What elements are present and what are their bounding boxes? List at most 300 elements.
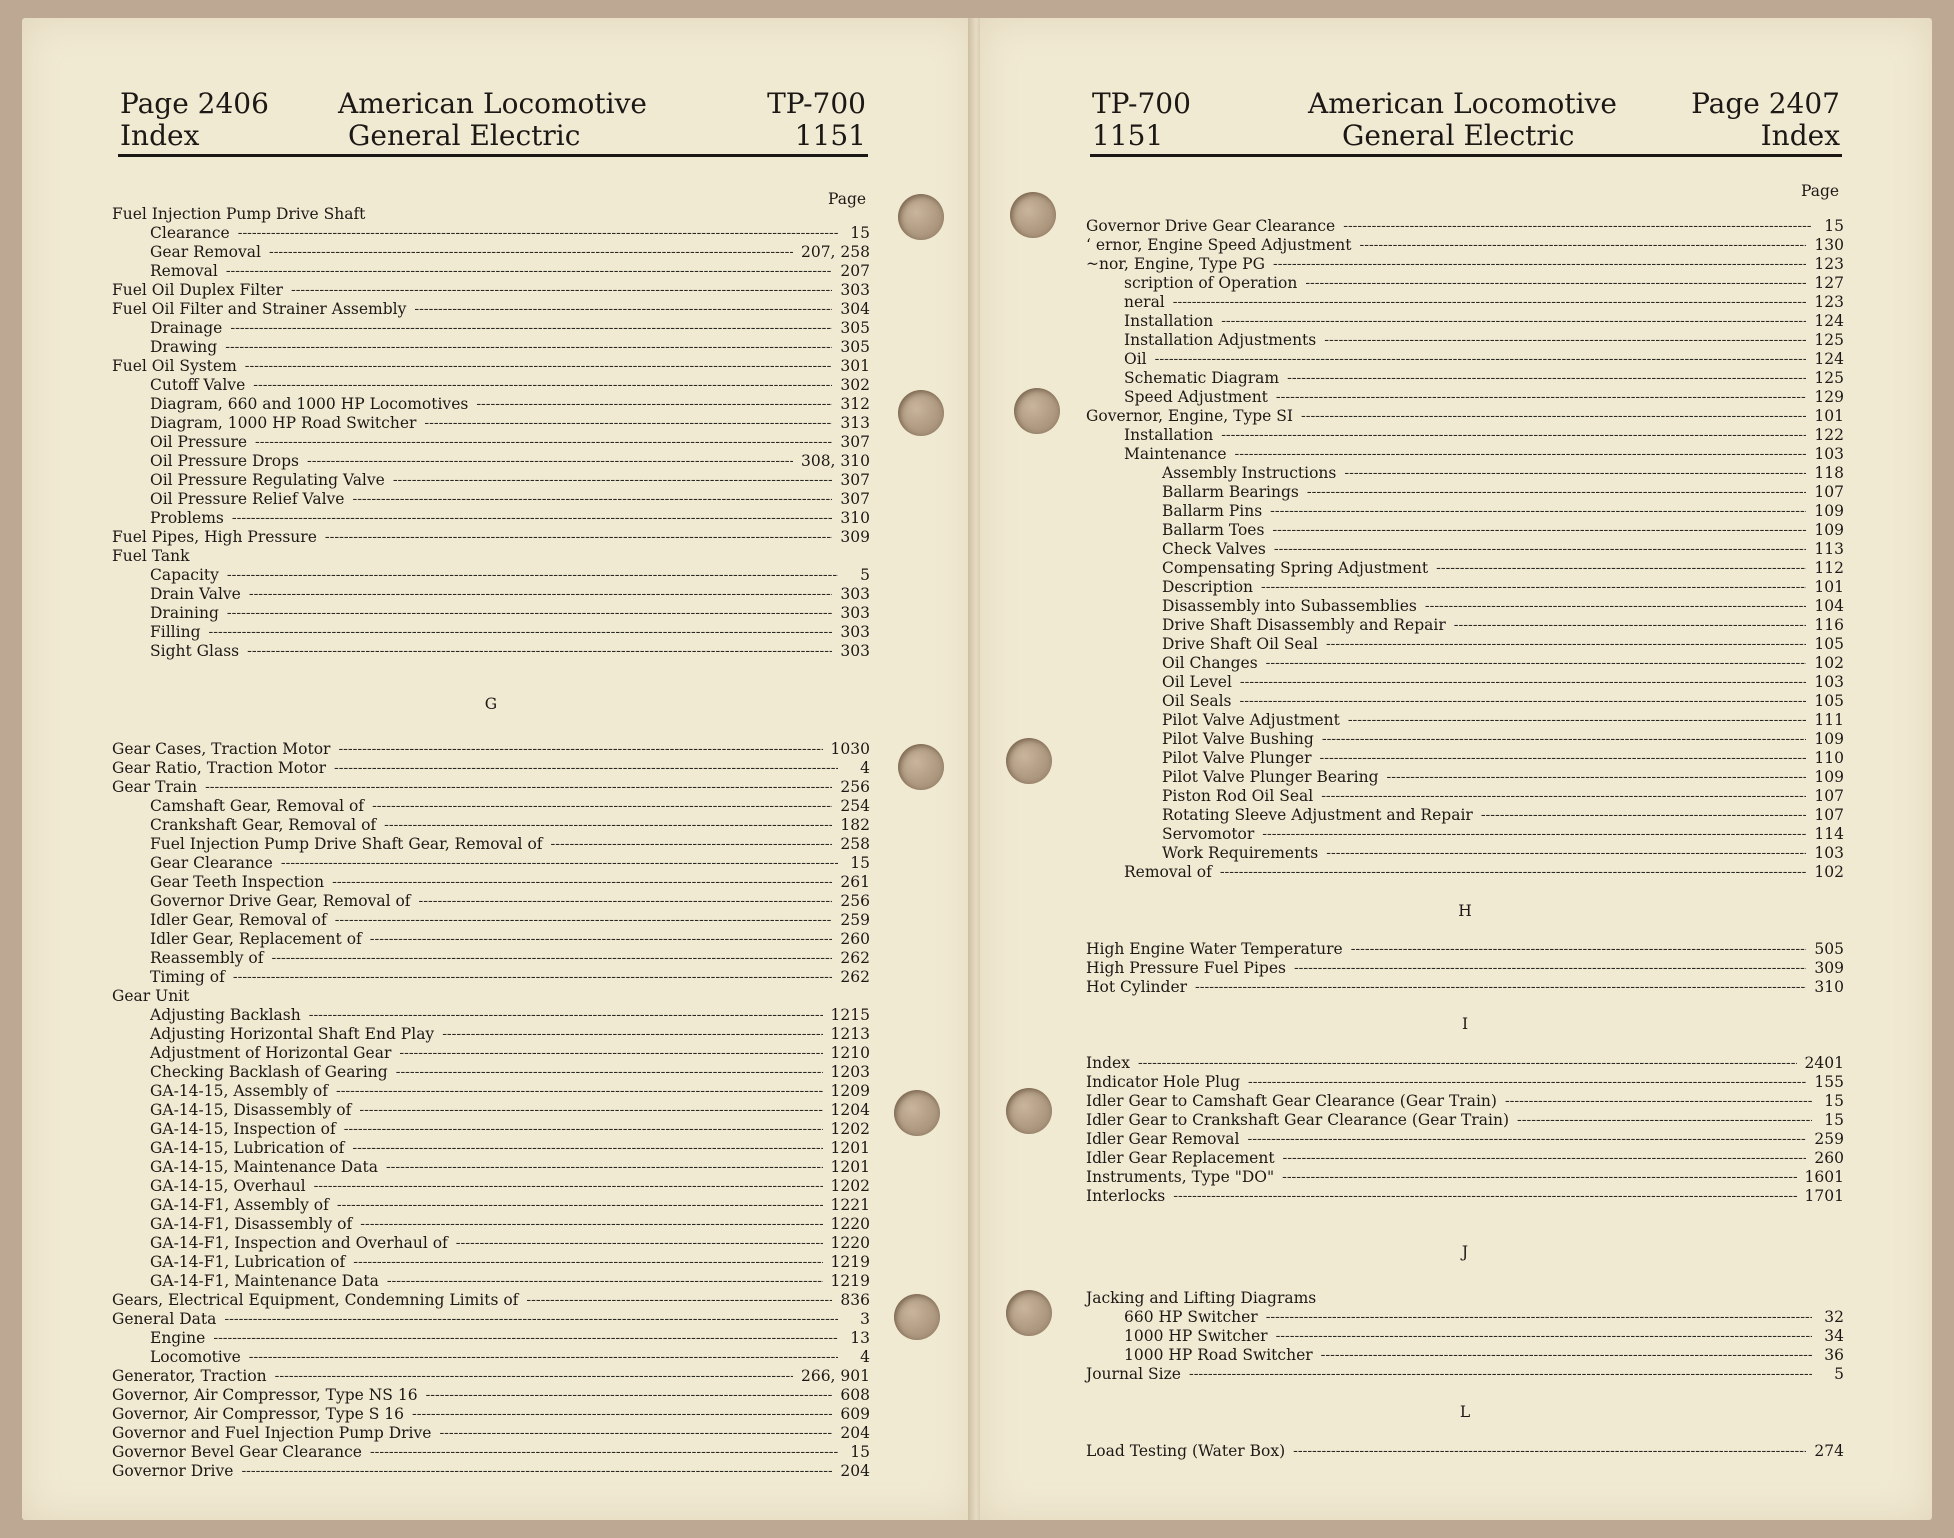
- index-entry-page: 303: [840, 641, 870, 660]
- index-entry-page: 301: [840, 356, 870, 375]
- dot-leader: [1307, 484, 1807, 500]
- index-entry-title: Gear Removal: [150, 242, 261, 261]
- page-column-label: Page: [828, 190, 867, 208]
- index-entry-title: Oil Pressure Regulating Valve: [150, 470, 385, 489]
- index-entry-title: ~nor, Engine, Type PG: [1086, 254, 1265, 273]
- index-entry-title: Gear Cases, Traction Motor: [112, 739, 331, 758]
- index-entry: [112, 777, 870, 796]
- index-entry-page: 107: [1814, 805, 1844, 824]
- index-entry-page: 310: [1814, 977, 1844, 996]
- dot-leader: [1173, 294, 1807, 310]
- index-entry: [1086, 1148, 1844, 1167]
- index-entry-page: 204: [840, 1461, 870, 1480]
- index-entry-page: 4: [860, 1347, 870, 1366]
- index-entry: [112, 872, 870, 891]
- index-entry: [112, 261, 870, 280]
- index-entry-page: 123: [1814, 292, 1844, 311]
- index-entry: [1086, 1091, 1844, 1110]
- dot-leader: [249, 586, 833, 602]
- dot-leader: [1195, 979, 1806, 995]
- index-entry-page: 113: [1814, 539, 1844, 558]
- dot-leader: [224, 1311, 838, 1327]
- index-entry-page: 103: [1814, 444, 1844, 463]
- index-entry: [112, 584, 870, 603]
- index-entry-title: Load Testing (Water Box): [1086, 1441, 1286, 1460]
- index-entry-title: Ballarm Toes: [1162, 520, 1265, 539]
- index-entry-page: 122: [1814, 425, 1844, 444]
- index-entry-title: Interlocks: [1086, 1186, 1166, 1205]
- index-entry-title: Drainage: [150, 318, 223, 337]
- dot-leader: [1221, 427, 1806, 443]
- dot-leader: [272, 950, 833, 966]
- binder-hole: [1014, 388, 1060, 434]
- dot-leader: [551, 836, 833, 852]
- index-entry-title: Assembly Instructions: [1162, 463, 1337, 482]
- index-entry-page: 1221: [830, 1195, 870, 1214]
- index-entry-title: Oil Pressure Relief Valve: [150, 489, 345, 508]
- dot-leader: [332, 874, 832, 890]
- section-letter: L: [1459, 1403, 1471, 1421]
- index-entry-title: Installation: [1124, 311, 1214, 330]
- index-entry: [1086, 729, 1844, 748]
- index-entry-title: Reassembly of: [150, 948, 264, 967]
- index-entry-page: 256: [840, 891, 870, 910]
- dot-leader: [1481, 807, 1807, 823]
- dot-leader: [1320, 750, 1807, 766]
- dot-leader: [1189, 1366, 1812, 1382]
- index-entry-page: 1215: [830, 1005, 870, 1024]
- section-letter: I: [1461, 1015, 1469, 1033]
- index-entry-page: 182: [840, 815, 870, 834]
- index-entry: [112, 834, 870, 853]
- dot-leader: [309, 1007, 823, 1023]
- index-entry-title: Speed Adjustment: [1124, 387, 1268, 406]
- index-entry-page: 260: [1814, 1148, 1844, 1167]
- index-entry-page: 124: [1814, 311, 1844, 330]
- dot-leader: [1262, 826, 1806, 842]
- index-entry-title: Engine: [150, 1328, 206, 1347]
- index-entry: [112, 508, 870, 527]
- index-entry-page: 302: [840, 375, 870, 394]
- dot-leader: [526, 1292, 832, 1308]
- index-entry: [1086, 1053, 1844, 1072]
- index-entry: [112, 565, 870, 584]
- section-letter: J: [1461, 1243, 1469, 1261]
- dot-leader: [370, 931, 833, 947]
- binder-hole: [1010, 192, 1056, 238]
- index-entry-page: 123: [1814, 254, 1844, 273]
- index-entry-page: 303: [840, 584, 870, 603]
- index-entry-title: Oil Changes: [1162, 653, 1258, 672]
- index-entry-page: 15: [850, 223, 870, 242]
- dot-leader: [1351, 941, 1807, 957]
- section-name: Index: [1760, 119, 1840, 152]
- index-entry-title: Check Valves: [1162, 539, 1266, 558]
- binder-hole: [894, 1294, 940, 1340]
- dot-leader: [419, 893, 833, 909]
- company-name: American Locomotive: [1308, 87, 1617, 120]
- index-entry: [112, 929, 870, 948]
- index-entry-title: 660 HP Switcher: [1124, 1307, 1258, 1326]
- index-entry-title: Servomotor: [1162, 824, 1255, 843]
- index-entry-title: Governor, Engine, Type SI: [1086, 406, 1293, 425]
- dot-leader: [1276, 1328, 1812, 1344]
- index-entry-title: Removal: [150, 261, 218, 280]
- index-entry-title: Removal of: [1124, 862, 1212, 881]
- index-entry: [1086, 273, 1844, 292]
- index-entry-page: 1701: [1804, 1186, 1844, 1205]
- company-name: American Locomotive: [338, 87, 647, 120]
- index-entry-title: Maintenance: [1124, 444, 1227, 463]
- index-entry-title: Camshaft Gear, Removal of: [150, 796, 365, 815]
- index-entry-title: Oil Pressure: [150, 432, 248, 451]
- index-entry-title: Index: [1086, 1053, 1130, 1072]
- dot-leader: [1173, 1188, 1796, 1204]
- index-entry: [112, 356, 870, 375]
- index-entry: [1086, 292, 1844, 311]
- doc-number: TP-700: [1092, 87, 1191, 120]
- dot-leader: [314, 1178, 823, 1194]
- index-entry: [1086, 748, 1844, 767]
- index-entry-title: Gear Teeth Inspection: [150, 872, 325, 891]
- dot-leader: [1348, 712, 1807, 728]
- index-entry-title: Capacity: [150, 565, 219, 584]
- dot-leader: [414, 301, 832, 317]
- dot-leader: [338, 741, 822, 757]
- index-entry-title: Adjusting Backlash: [150, 1005, 301, 1024]
- index-entry: [112, 1062, 870, 1081]
- index-entry-page: 109: [1814, 767, 1844, 786]
- index-entry-title: Governor Drive Gear, Removal of: [150, 891, 411, 910]
- dot-leader: [387, 1273, 823, 1289]
- dot-leader: [476, 396, 832, 412]
- index-entry-title: Indicator Hole Plug: [1086, 1072, 1241, 1091]
- index-entry: [1086, 406, 1844, 425]
- dot-leader: [1425, 598, 1807, 614]
- index-entry: [1086, 1129, 1844, 1148]
- index-entry: [112, 1043, 870, 1062]
- index-entry-page: 1201: [830, 1157, 870, 1176]
- index-entry: [1086, 216, 1844, 235]
- index-entry: [112, 1442, 870, 1461]
- index-entry-title: Adjusting Horizontal Shaft End Play: [150, 1024, 435, 1043]
- index-entry-title: Generator, Traction: [112, 1366, 267, 1385]
- index-entry-title: GA-14-15, Inspection of: [150, 1119, 336, 1138]
- dot-leader: [1517, 1112, 1812, 1128]
- index-entry-title: Governor, Air Compressor, Type S 16: [112, 1404, 404, 1423]
- index-entry-title: Gear Unit: [112, 986, 190, 1005]
- index-entry-page: 307: [840, 470, 870, 489]
- index-entry-page: 609: [840, 1404, 870, 1423]
- index-entry-page: 127: [1814, 273, 1844, 292]
- index-entry: [1086, 311, 1844, 330]
- index-entry-page: 305: [840, 318, 870, 337]
- dot-leader: [439, 1425, 832, 1441]
- dot-leader: [1240, 674, 1807, 690]
- index-entry: [1086, 1441, 1844, 1460]
- index-entry-title: Work Requirements: [1162, 843, 1319, 862]
- index-entry: [112, 280, 870, 299]
- index-entry: [112, 603, 870, 622]
- left-index-list: [112, 0, 870, 1538]
- index-entry-title: Governor Drive: [112, 1461, 234, 1480]
- dot-leader: [353, 1254, 822, 1270]
- dot-leader: [232, 510, 833, 526]
- index-entry-page: 125: [1814, 368, 1844, 387]
- index-entry-page: 105: [1814, 634, 1844, 653]
- index-entry: [112, 318, 870, 337]
- index-entry-page: 103: [1814, 672, 1844, 691]
- index-entry-title: Gear Clearance: [150, 853, 273, 872]
- index-entry-title: Clearance: [150, 223, 230, 242]
- index-entry-page: 260: [840, 929, 870, 948]
- index-entry: [112, 1195, 870, 1214]
- index-entry: [1086, 577, 1844, 596]
- index-entry: [112, 796, 870, 815]
- index-entry-page: 15: [1824, 216, 1844, 235]
- index-entry: [112, 489, 870, 508]
- section-letter: G: [484, 695, 498, 713]
- index-entry-title: Sight Glass: [150, 641, 240, 660]
- dot-leader: [1221, 313, 1806, 329]
- dot-leader: [1343, 218, 1812, 234]
- dot-leader: [1454, 617, 1807, 633]
- binder-hole: [898, 744, 944, 790]
- dot-leader: [386, 1159, 823, 1175]
- binder-hole: [1006, 1290, 1052, 1336]
- index-entry: [1086, 387, 1844, 406]
- index-entry: [112, 1005, 870, 1024]
- dot-leader: [209, 624, 833, 640]
- dot-leader: [226, 263, 833, 279]
- dot-leader: [307, 453, 793, 469]
- index-entry-page: 105: [1814, 691, 1844, 710]
- index-entry: [1086, 1072, 1844, 1091]
- dot-leader: [1326, 845, 1806, 861]
- dot-leader: [291, 282, 832, 298]
- dot-leader: [337, 1197, 823, 1213]
- dot-leader: [238, 225, 838, 241]
- index-entry-title: Idler Gear, Removal of: [150, 910, 327, 929]
- index-entry-page: 204: [840, 1423, 870, 1442]
- index-entry-title: GA-14-15, Maintenance Data: [150, 1157, 378, 1176]
- index-entry-page: 608: [840, 1385, 870, 1404]
- index-entry-page: 1202: [830, 1176, 870, 1195]
- index-entry: [112, 470, 870, 489]
- index-entry-title: Idler Gear to Crankshaft Gear Clearance (Gear Train): [1086, 1110, 1510, 1129]
- index-entry-title: Disassembly into Subassemblies: [1162, 596, 1417, 615]
- index-entry: [112, 739, 870, 758]
- index-entry-title: Gears, Electrical Equipment, Condemning Limits of: [112, 1290, 519, 1309]
- index-entry: [1086, 805, 1844, 824]
- index-entry: [112, 1100, 870, 1119]
- dot-leader: [1274, 541, 1807, 557]
- index-entry-page: 124: [1814, 349, 1844, 368]
- index-entry: [112, 641, 870, 660]
- index-entry: [1086, 1345, 1844, 1364]
- index-entry-page: 103: [1814, 843, 1844, 862]
- index-entry-title: Hot Cylinder: [1086, 977, 1188, 996]
- index-entry: [112, 910, 870, 929]
- index-entry-page: 262: [840, 948, 870, 967]
- index-entry-page: 207: [840, 261, 870, 280]
- index-entry-page: 15: [1824, 1091, 1844, 1110]
- index-entry: [112, 967, 870, 986]
- index-entry-title: Pilot Valve Plunger: [1162, 748, 1312, 767]
- index-entry-page: 304: [840, 299, 870, 318]
- index-entry-title: Draining: [150, 603, 219, 622]
- binder-hole: [898, 194, 944, 240]
- index-entry-page: 114: [1814, 824, 1844, 843]
- dot-leader: [1322, 731, 1807, 747]
- index-entry-title: Locomotive: [150, 1347, 241, 1366]
- index-entry-page: 303: [840, 603, 870, 622]
- page-number: Page 2406: [120, 87, 269, 120]
- index-entry-title: Compensating Spring Adjustment: [1162, 558, 1429, 577]
- dot-leader: [1273, 256, 1806, 272]
- index-entry-page: 13: [850, 1328, 870, 1347]
- page-column-label: Page: [1801, 182, 1840, 200]
- index-entry: [1086, 558, 1844, 577]
- dot-leader: [335, 912, 833, 928]
- index-entry: [1086, 862, 1844, 881]
- index-entry: [112, 1347, 870, 1366]
- index-entry-page: 1209: [830, 1081, 870, 1100]
- index-entry-title: Ballarm Pins: [1162, 501, 1263, 520]
- dot-leader: [1155, 351, 1807, 367]
- index-entry-page: 1219: [830, 1252, 870, 1271]
- index-entry: [112, 1233, 870, 1252]
- dot-leader: [352, 1140, 822, 1156]
- index-entry: [1086, 254, 1844, 273]
- index-entry-page: 262: [840, 967, 870, 986]
- dot-leader: [213, 1330, 838, 1346]
- index-entry-page: 111: [1814, 710, 1844, 729]
- dot-leader: [1282, 1169, 1796, 1185]
- index-entry-page: 104: [1814, 596, 1844, 615]
- dot-leader: [336, 1083, 823, 1099]
- index-entry-page: 1213: [830, 1024, 870, 1043]
- index-entry: [1086, 425, 1844, 444]
- index-entry: [112, 1461, 870, 1480]
- index-entry-page: 312: [840, 394, 870, 413]
- index-entry-title: Piston Rod Oil Seal: [1162, 786, 1314, 805]
- index-entry-page: 130: [1814, 235, 1844, 254]
- index-entry-title: Timing of: [150, 967, 225, 986]
- index-entry: [112, 413, 870, 432]
- index-entry-title: Journal Size: [1086, 1364, 1181, 1383]
- dot-leader: [1283, 1150, 1807, 1166]
- binder-hole: [1006, 738, 1052, 784]
- dot-leader: [384, 817, 832, 833]
- dot-leader: [1359, 237, 1806, 253]
- index-entry-title: Gear Ratio, Traction Motor: [112, 758, 327, 777]
- index-entry-title: Installation Adjustments: [1124, 330, 1317, 349]
- index-entry-page: 116: [1814, 615, 1844, 634]
- index-entry: [1086, 1288, 1844, 1307]
- index-entry-page: 308, 310: [800, 451, 870, 470]
- index-entry: [1086, 501, 1844, 520]
- index-entry-page: 36: [1824, 1345, 1844, 1364]
- index-entry-page: 101: [1814, 577, 1844, 596]
- index-entry-title: 1000 HP Road Switcher: [1124, 1345, 1313, 1364]
- index-entry-title: Governor Bevel Gear Clearance: [112, 1442, 362, 1461]
- index-entry-title: Fuel Oil Filter and Strainer Assembly: [112, 299, 407, 318]
- index-entry-page: 259: [840, 910, 870, 929]
- dot-leader: [334, 760, 838, 776]
- index-entry-title: Idler Gear to Camshaft Gear Clearance (Gear Train): [1086, 1091, 1497, 1110]
- index-entry: [112, 1271, 870, 1290]
- index-entry-title: Oil Seals: [1162, 691, 1232, 710]
- dot-leader: [412, 1406, 832, 1422]
- dot-leader: [1287, 370, 1806, 386]
- index-entry: [1086, 1364, 1844, 1383]
- dot-leader: [255, 434, 832, 450]
- index-entry-page: 307: [840, 489, 870, 508]
- index-entry: [112, 1138, 870, 1157]
- index-entry-title: Pilot Valve Adjustment: [1162, 710, 1340, 729]
- dot-leader: [1324, 332, 1806, 348]
- index-entry-page: 107: [1814, 786, 1844, 805]
- index-entry: [112, 1385, 870, 1404]
- dot-leader: [1326, 636, 1806, 652]
- index-entry: [1086, 539, 1844, 558]
- index-entry: [112, 853, 870, 872]
- dot-leader: [1505, 1093, 1812, 1109]
- dot-leader: [360, 1216, 822, 1232]
- index-entry: [112, 622, 870, 641]
- dot-leader: [205, 779, 832, 795]
- index-entry: [1086, 958, 1844, 977]
- index-entry-title: GA-14-F1, Maintenance Data: [150, 1271, 379, 1290]
- index-entry: [1086, 482, 1844, 501]
- index-entry: [1086, 615, 1844, 634]
- index-entry-title: Checking Backlash of Gearing: [150, 1062, 388, 1081]
- dot-leader: [230, 320, 832, 336]
- dot-leader: [393, 472, 833, 488]
- index-entry-title: Cutoff Valve: [150, 375, 246, 394]
- dot-leader: [1138, 1055, 1797, 1071]
- index-entry: [1086, 520, 1844, 539]
- index-entry: [112, 1404, 870, 1423]
- index-entry-page: 259: [1814, 1129, 1844, 1148]
- index-entry-title: Oil Level: [1162, 672, 1232, 691]
- index-entry-title: Crankshaft Gear, Removal of: [150, 815, 377, 834]
- index-entry: [1086, 1326, 1844, 1345]
- index-entry: [1086, 653, 1844, 672]
- index-entry: [112, 204, 870, 223]
- index-entry-title: High Engine Water Temperature: [1086, 939, 1343, 958]
- index-entry: [112, 1252, 870, 1271]
- index-entry-title: GA-14-15, Assembly of: [150, 1081, 328, 1100]
- index-entry-page: 505: [1814, 939, 1844, 958]
- index-entry: [112, 1081, 870, 1100]
- dot-leader: [456, 1235, 823, 1251]
- dot-leader: [247, 643, 832, 659]
- index-entry-page: 110: [1814, 748, 1844, 767]
- index-entry-page: 5: [860, 565, 870, 584]
- index-entry: [1086, 824, 1844, 843]
- index-entry-title: Drain Valve: [150, 584, 241, 603]
- index-entry: [112, 546, 870, 565]
- index-entry-title: GA-14-F1, Inspection and Overhaul of: [150, 1233, 448, 1252]
- index-entry: [1086, 786, 1844, 805]
- dot-leader: [442, 1026, 822, 1042]
- index-entry-page: 1204: [830, 1100, 870, 1119]
- index-entry-title: High Pressure Fuel Pipes: [1086, 958, 1286, 977]
- dot-leader: [1272, 522, 1806, 538]
- index-entry: [112, 1157, 870, 1176]
